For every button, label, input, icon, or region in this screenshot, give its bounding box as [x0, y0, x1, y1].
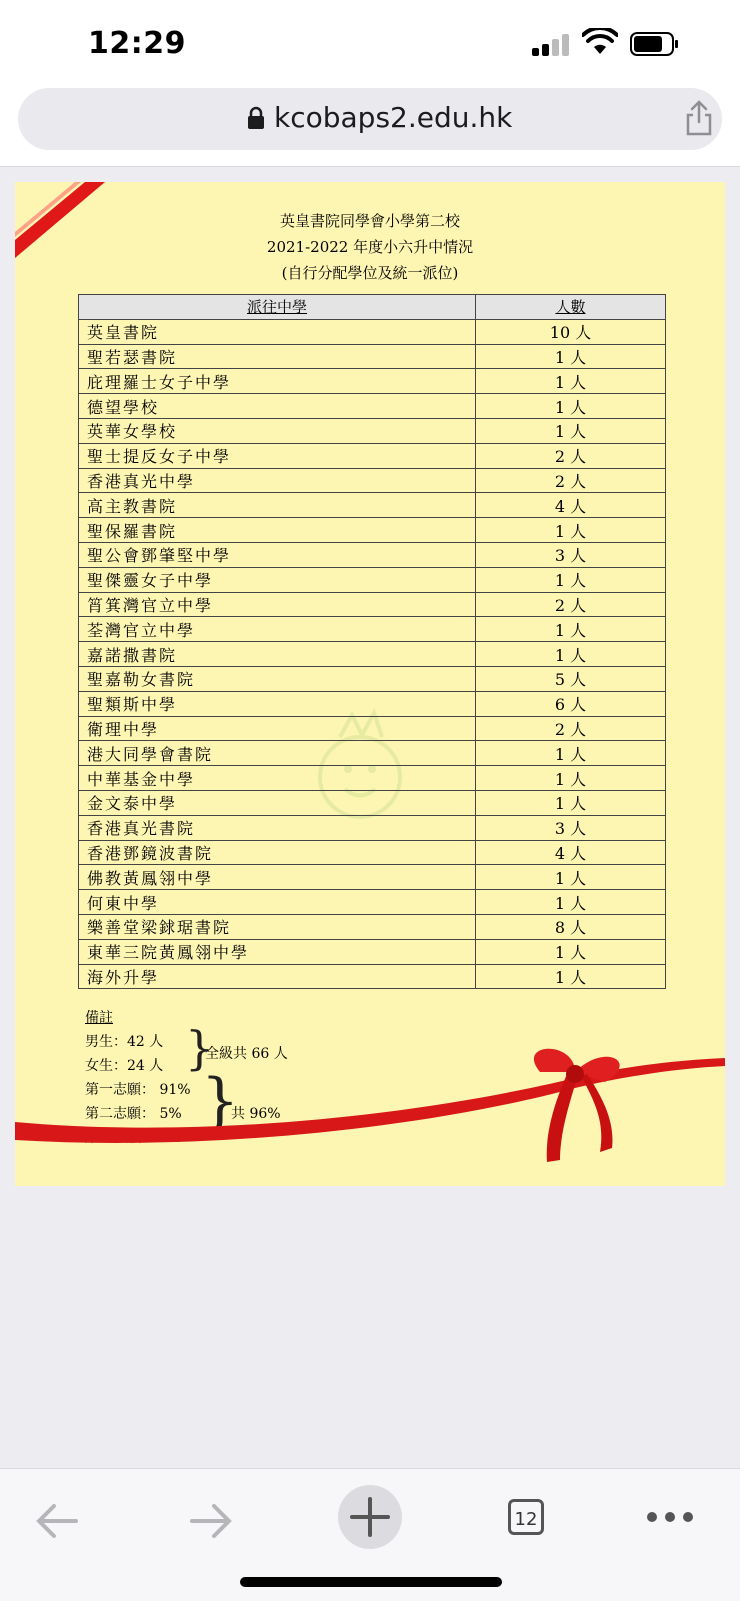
- document-title: 英皇書院同學會小學第二校: [279, 212, 460, 230]
- school-name-cell: 英華女學校: [79, 418, 476, 443]
- brace-symbol: }: [185, 1021, 215, 1075]
- school-name-cell: 聖若瑟書院: [79, 344, 476, 369]
- table-header-row: [79, 295, 666, 320]
- student-count-cell: 1 人: [476, 617, 666, 642]
- student-count-cell: 2 人: [476, 443, 666, 468]
- student-count-cell: 1 人: [476, 518, 666, 543]
- table-row: [79, 592, 666, 617]
- total-students: 全級共 66 人: [205, 1046, 288, 1062]
- student-count-cell: 1 人: [476, 344, 666, 369]
- school-name-cell: 港大同學會書院: [79, 741, 476, 766]
- school-name-cell: 庇理羅士女子中學: [79, 369, 476, 394]
- boys-count: 男生：42 人: [85, 1034, 164, 1050]
- table-row: [79, 840, 666, 865]
- school-name-cell: 高主教書院: [79, 493, 476, 518]
- table-row: [79, 344, 666, 369]
- document-image: [15, 182, 725, 1186]
- school-name-cell: 香港鄧鏡波書院: [79, 840, 476, 865]
- table-row: [79, 890, 666, 915]
- table-row: [79, 493, 666, 518]
- table-row: [79, 815, 666, 840]
- more-options-icon[interactable]: [640, 1491, 700, 1551]
- student-count-cell: 3 人: [476, 542, 666, 567]
- school-name-cell: 英皇書院: [79, 319, 476, 344]
- notes-heading: 備註: [85, 1010, 113, 1026]
- table-row: [79, 518, 666, 543]
- student-count-cell: 1 人: [476, 418, 666, 443]
- document-subtitle-note: (自行分配學位及統一派位): [281, 264, 459, 282]
- student-count-cell: 8 人: [476, 914, 666, 939]
- student-count-cell: 5 人: [476, 666, 666, 691]
- table-row: [79, 741, 666, 766]
- student-count-cell: 1 人: [476, 642, 666, 667]
- table-row: [79, 691, 666, 716]
- school-name-cell: 聖嘉勒女書院: [79, 666, 476, 691]
- table-row: [79, 418, 666, 443]
- table-row: [79, 865, 666, 890]
- student-count-cell: 1 人: [476, 766, 666, 791]
- table-row: [79, 642, 666, 667]
- student-count-cell: 2 人: [476, 468, 666, 493]
- share-icon[interactable]: [682, 100, 716, 136]
- student-count-cell: 6 人: [476, 691, 666, 716]
- table-row: [79, 964, 666, 989]
- forward-arrow-icon[interactable]: [180, 1491, 240, 1551]
- allocation-table: [78, 294, 666, 989]
- table-row: [79, 914, 666, 939]
- girls-count: 女生：24 人: [85, 1058, 164, 1074]
- battery-icon: [630, 32, 680, 56]
- school-name-cell: 聖士提反女子中學: [79, 443, 476, 468]
- second-choice-rate: 第二志願： 5%: [85, 1106, 182, 1122]
- school-name-cell: 金文泰中學: [79, 790, 476, 815]
- student-count-cell: 1 人: [476, 790, 666, 815]
- choice-total: 共 96%: [231, 1106, 281, 1122]
- new-tab-button[interactable]: [338, 1485, 402, 1549]
- document-subtitle: 2021-2022 年度小六升中情況: [266, 238, 474, 256]
- table-row: [79, 766, 666, 791]
- school-name-cell: 衛理中學: [79, 716, 476, 741]
- url-text[interactable]: kcobaps2.edu.hk: [274, 101, 513, 134]
- student-count-cell: 3 人: [476, 815, 666, 840]
- school-name-cell: 聖傑靈女子中學: [79, 567, 476, 592]
- lock-icon: [246, 106, 266, 130]
- school-name-cell: 何東中學: [79, 890, 476, 915]
- school-name-cell: 東華三院黃鳳翎中學: [79, 939, 476, 964]
- first-choice-rate: 第一志願： 91%: [85, 1082, 191, 1098]
- table-row: [79, 542, 666, 567]
- student-count-cell: 2 人: [476, 592, 666, 617]
- student-count-cell: 1 人: [476, 865, 666, 890]
- table-row: [79, 394, 666, 419]
- table-row: [79, 716, 666, 741]
- student-count-cell: 10 人: [476, 319, 666, 344]
- student-count-cell: 1 人: [476, 567, 666, 592]
- school-name-cell: 中華基金中學: [79, 766, 476, 791]
- table-row: [79, 666, 666, 691]
- school-name-cell: 聖類斯中學: [79, 691, 476, 716]
- browser-toolbar: [0, 1468, 740, 1601]
- student-count-cell: 1 人: [476, 394, 666, 419]
- table-row: [79, 617, 666, 642]
- student-count-cell: 4 人: [476, 493, 666, 518]
- student-count-cell: 4 人: [476, 840, 666, 865]
- school-name-cell: 德望學校: [79, 394, 476, 419]
- home-indicator: [240, 1577, 502, 1587]
- school-name-cell: 聖保羅書院: [79, 518, 476, 543]
- student-count-cell: 1 人: [476, 890, 666, 915]
- ribbon-bow-decoration: [15, 1042, 725, 1186]
- status-time: 12:29: [88, 26, 186, 61]
- school-name-cell: 海外升學: [79, 964, 476, 989]
- student-count-cell: 1 人: [476, 369, 666, 394]
- student-count-cell: 1 人: [476, 964, 666, 989]
- table-row: [79, 319, 666, 344]
- table-row: [79, 369, 666, 394]
- status-bar: [0, 0, 740, 88]
- school-name-cell: 香港真光中學: [79, 468, 476, 493]
- tab-count: 12: [508, 1499, 544, 1535]
- school-name-cell: 筲箕灣官立中學: [79, 592, 476, 617]
- school-name-cell: 聖公會鄧肇堅中學: [79, 542, 476, 567]
- table-row: [79, 443, 666, 468]
- brace-symbol: }: [201, 1066, 240, 1136]
- column-header: 派往中學: [79, 295, 476, 320]
- back-arrow-icon[interactable]: [28, 1491, 88, 1551]
- address-bar-area: [0, 88, 740, 167]
- cellular-signal-icon: [532, 34, 572, 56]
- address-bar[interactable]: [18, 88, 722, 150]
- table-row: [79, 567, 666, 592]
- table-row: [79, 939, 666, 964]
- wifi-icon: [582, 28, 618, 56]
- student-count-cell: 1 人: [476, 939, 666, 964]
- table-row: [79, 790, 666, 815]
- school-name-cell: 荃灣官立中學: [79, 617, 476, 642]
- tabs-button[interactable]: [504, 1491, 564, 1551]
- student-count-cell: 1 人: [476, 741, 666, 766]
- plus-icon: [338, 1485, 402, 1549]
- school-name-cell: 香港真光書院: [79, 815, 476, 840]
- table-row: [79, 468, 666, 493]
- school-name-cell: 佛教黃鳳翎中學: [79, 865, 476, 890]
- column-header: 人數: [476, 295, 666, 320]
- school-name-cell: 嘉諾撒書院: [79, 642, 476, 667]
- student-count-cell: 2 人: [476, 716, 666, 741]
- school-name-cell: 樂善堂梁銶琚書院: [79, 914, 476, 939]
